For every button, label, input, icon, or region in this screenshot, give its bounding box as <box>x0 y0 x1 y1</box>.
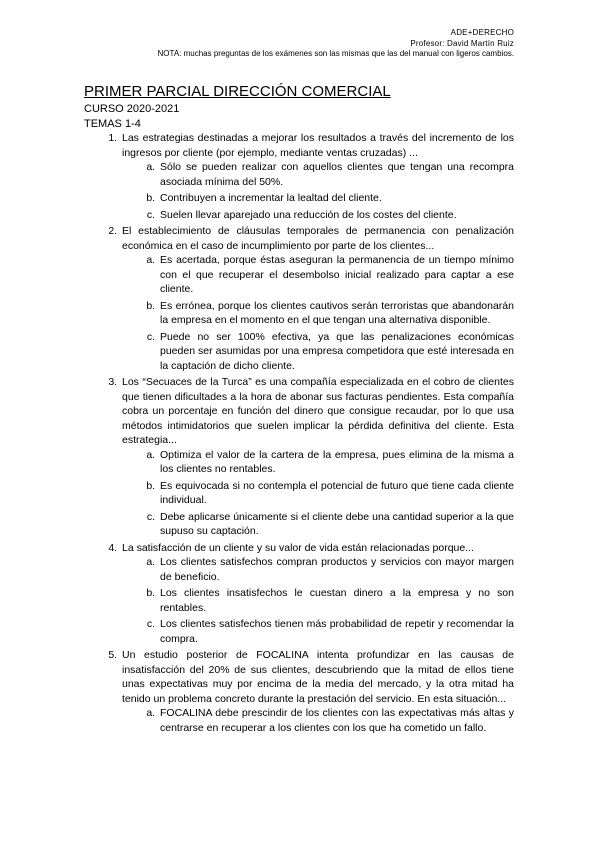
header-professor: Profesor: David Martín Ruiz <box>410 38 514 48</box>
answer-option: b. Los clientes insatisfechos le cuestan dinero a la empresa y no son rentables. <box>158 586 514 615</box>
answer-option: c. Suelen llevar aparejado una reducción de los costes del cliente. <box>158 208 514 223</box>
answer-option: b. Es equivocada si no contempla el potencial de futuro que tiene cada cliente individual. <box>158 479 514 508</box>
answer-option: c. Los clientes satisfechos tienen más probabilidad de repetir y recomendar la compra. <box>158 617 514 646</box>
topics-label: TEMAS 1-4 <box>84 117 141 130</box>
question-item <box>120 648 514 735</box>
question-text: Las estrategias destinadas a mejorar los resultados a través del incremento de los ingresos por cliente (por ejemplo, mediante ventas cruzadas) ... <box>122 132 514 159</box>
header-note: NOTA: muchas preguntas de los exámenes son las mismas que las del manual con ligeros cambios. <box>157 49 514 58</box>
question-item <box>120 224 514 373</box>
question-list <box>84 131 514 735</box>
answer-option: b. Contribuyen a incrementar la lealtad del cliente. <box>158 191 514 206</box>
course-label: CURSO 2020-2021 <box>84 103 180 115</box>
question-text: Un estudio posterior de FOCALINA intenta profundizar en las causas de insatisfacción del 20% de sus clientes, descubriendo que la mitad de ellos tiene unas expectativas muy por encima de la media del mercado, y la otra mitad ha tenido un problema concreto durante la prestación del servicio. En esta situación... <box>122 649 514 705</box>
page-title: PRIMER PARCIAL DIRECCIÓN COMERCIAL <box>84 83 391 100</box>
answer-list <box>122 160 514 222</box>
answer-option: c. Puede no ser 100% efectiva, ya que las penalizaciones económicas pueden ser asumidas por una empresa competidora que esté interesada en la captación de dicho cliente. <box>158 330 514 374</box>
question-text: Los “Secuaces de la Turca” es una compañía especializada en el cobro de clientes que tienen dificultades a la hora de abonar sus facturas pendientes. Esta compañía cobra un porcentaje en función del dinero que consigue recaudar, por lo que usa métodos intimidatorios que suelen implicar la pérdida definitiva del cliente. Esta estrategia... <box>122 376 514 446</box>
answer-option: c. Debe aplicarse únicamente si el cliente debe una cantidad superior a la que supuso su captación. <box>158 510 514 539</box>
answer-option: a. FOCALINA debe prescindir de los clientes con las expectativas más altas y centrarse en recuperar a los clientes con los que ha cometido un fallo. <box>158 706 514 735</box>
answer-option: a. Optimiza el valor de la cartera de la empresa, pues elimina de la misma a los clientes no rentables. <box>158 448 514 477</box>
answer-list <box>122 253 514 373</box>
question-item <box>120 375 514 539</box>
question-item <box>120 541 514 647</box>
answer-list <box>122 706 514 735</box>
answer-option: a. Los clientes satisfechos compran productos y servicios con mayor margen de beneficio. <box>158 555 514 584</box>
document-header <box>158 28 514 60</box>
document-body <box>84 82 514 737</box>
header-degree: ADE+DERECHO <box>450 28 514 37</box>
answer-option: b. Es errónea, porque los clientes cautivos serán terroristas que abandonarán la empresa en el momento en el que tengan una alternativa disponible. <box>158 299 514 328</box>
answer-option: a. Sólo se pueden realizar con aquellos clientes que tengan una recompra asociada mínima del 50%. <box>158 160 514 189</box>
answer-option: a. Es acertada, porque éstas aseguran la permanencia de un tiempo mínimo con el que recuperar el desembolso inicial realizado para captar a ese cliente. <box>158 253 514 297</box>
question-item <box>120 131 514 222</box>
answer-list <box>122 448 514 539</box>
question-text: La satisfacción de un cliente y su valor de vida están relacionadas porque... <box>122 541 474 554</box>
question-text: El establecimiento de cláusulas temporales de permanencia con penalización económica en el caso de incumplimiento por parte de los clientes... <box>122 225 514 252</box>
answer-list <box>122 555 514 646</box>
